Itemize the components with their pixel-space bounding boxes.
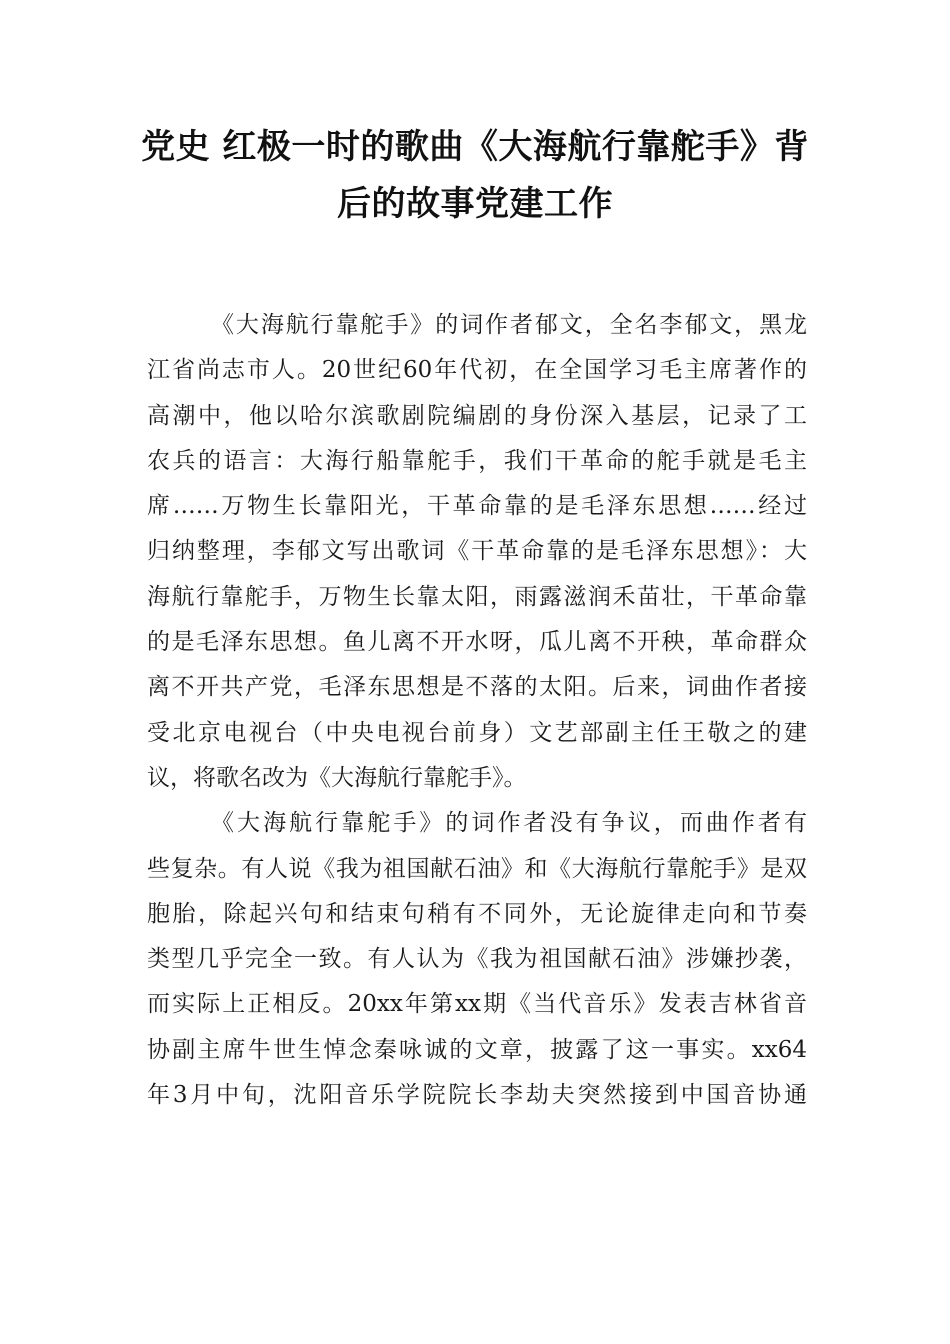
paragraph-line: 年3月中旬，沈阳音乐学院院长李劫夫突然接到中国音协通 (147, 1082, 807, 1109)
paragraph-line: 而实际上正相反。20xx年第xx期《当代音乐》发表吉林省音 (147, 991, 807, 1018)
paragraph-line: 席……万物生长靠阳光，干革命靠的是毛泽东思想……经过 (147, 493, 807, 520)
paragraph-line: 离不开共产党，毛泽东思想是不落的太阳。后来，词曲作者接 (147, 674, 807, 701)
paragraph-line: 《大海航行靠舵手》的词作者没有争议，而曲作者有 (211, 810, 807, 837)
paragraph-line: 的是毛泽东思想。鱼儿离不开水呀，瓜儿离不开秧，革命群众 (147, 629, 807, 656)
document-title (120, 119, 830, 233)
paragraph-1 (147, 303, 807, 801)
paragraph-line: 受北京电视台（中央电视台前身）文艺部副主任王敬之的建 (147, 719, 807, 746)
paragraph-line: 些复杂。有人说《我为祖国献石油》和《大海航行靠舵手》是双 (147, 855, 807, 882)
title-line-1: 党史 红极一时的歌曲《大海航行靠舵手》背 (141, 127, 809, 167)
paragraph-line: 江省尚志市人。20世纪60年代初，在全国学习毛主席著作的 (147, 357, 807, 384)
paragraph-line: 胞胎，除起兴句和结束句稍有不同外，无论旋律走向和节奏 (147, 900, 807, 927)
document-body (147, 303, 807, 1118)
paragraph-line: 农兵的语言：大海行船靠舵手，我们干革命的舵手就是毛主 (147, 447, 807, 474)
paragraph-line: 海航行靠舵手，万物生长靠太阳，雨露滋润禾苗壮，干革命靠 (147, 583, 807, 610)
paragraph-line: 协副主席牛世生悼念秦咏诚的文章，披露了这一事实。xx64 (147, 1036, 807, 1063)
paragraph-line: 《大海航行靠舵手》的词作者郁文，全名李郁文，黑龙 (211, 312, 807, 338)
paragraph-line: 归纳整理，李郁文写出歌词《干革命靠的是毛泽东思想》：大 (147, 538, 807, 565)
paragraph-line: 议，将歌名改为《大海航行靠舵手》。 (147, 764, 527, 791)
paragraph-2 (147, 801, 807, 1118)
paragraph-line: 高潮中，他以哈尔滨歌剧院编剧的身份深入基层，记录了工 (147, 402, 807, 429)
title-line-2: 后的故事党建工作 (337, 184, 613, 224)
paragraph-line: 类型几乎完全一致。有人认为《我为祖国献石油》涉嫌抄袭， (147, 946, 807, 973)
